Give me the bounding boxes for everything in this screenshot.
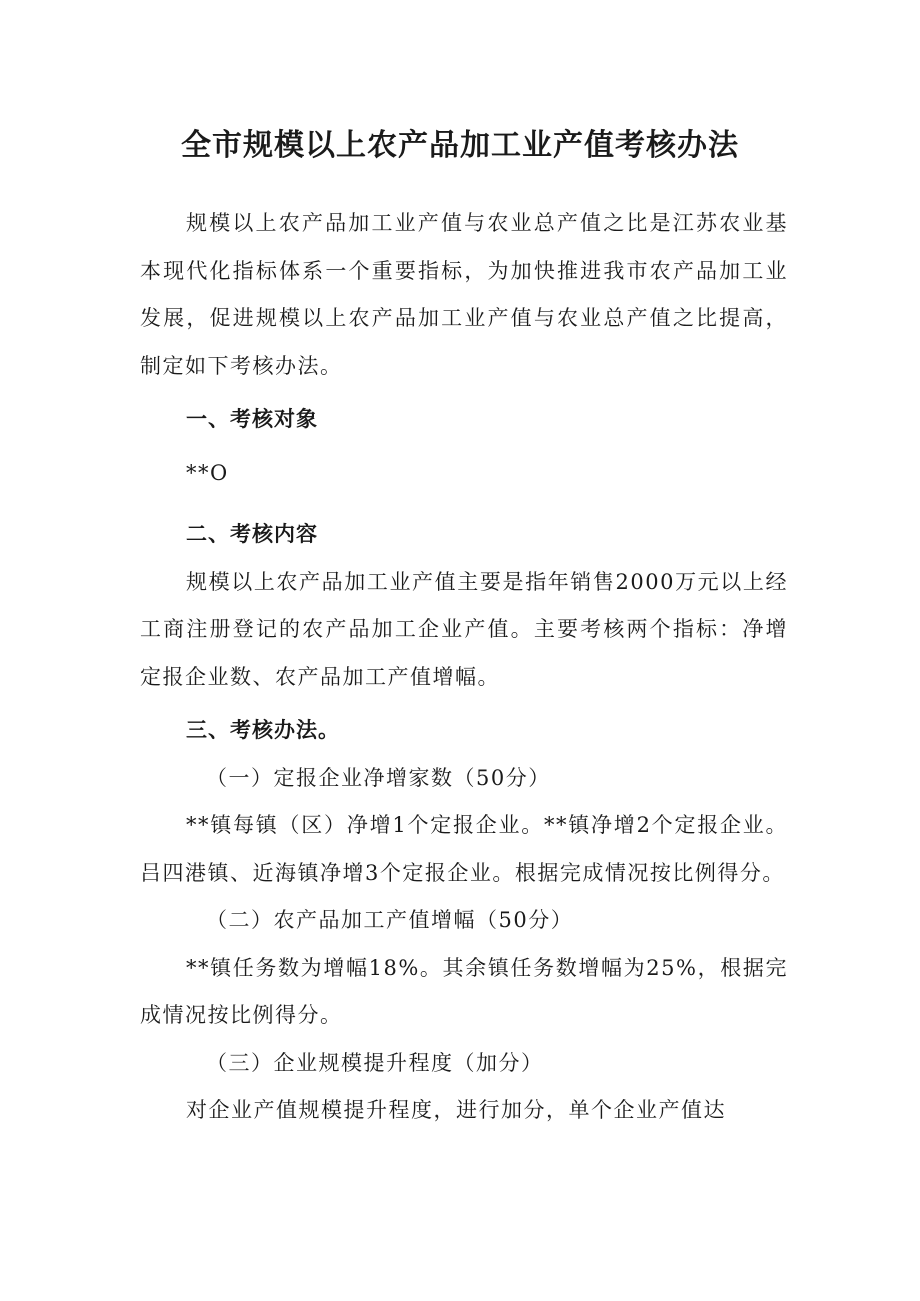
section-2-paragraph: 规模以上农产品加工业产值主要是指年销售2000万元以上经工商注册登记的农产品加工企业产值。主要考核两个指标：净增定报企业数、农产品加工产值增幅。	[140, 569, 788, 689]
subsection-1-paragraph: **镇每镇（区）净增1个定报企业。**镇净增2个定报企业。吕四港镇、近海镇净增3个定报企业。根据完成情况按比例得分。	[140, 813, 788, 885]
section-1-paragraph: **O	[186, 460, 229, 485]
document-title: 全市规模以上农产品加工业产值考核办法	[181, 128, 739, 163]
section-1-heading: 一、考核对象	[186, 407, 318, 431]
subsection-2-heading: （二）农产品加工产值增幅（50分）	[206, 908, 574, 932]
subsection-3-paragraph: 对企业产值规模提升程度，进行加分，单个企业产值达	[186, 1098, 726, 1122]
document-body	[140, 200, 788, 1135]
subsection-3-heading: （三）企业规模提升程度（加分）	[206, 1050, 544, 1075]
section-3-heading: 三、考核办法。	[186, 718, 340, 742]
subsection-1-heading: （一）定报企业净增家数（50分）	[206, 765, 551, 790]
section-2-heading: 二、考核内容	[186, 522, 318, 546]
intro-paragraph: 规模以上农产品加工业产值与农业总产值之比是江苏农业基本现代化指标体系一个重要指标，为加快推进我市农产品加工业发展，促进规模以上农产品加工业产值与农业总产值之比提高，制定如下考核办法。	[140, 211, 788, 378]
subsection-2-paragraph: **镇任务数为增幅18%。其余镇任务数增幅为25%，根据完成情况按比例得分。	[140, 955, 788, 1027]
